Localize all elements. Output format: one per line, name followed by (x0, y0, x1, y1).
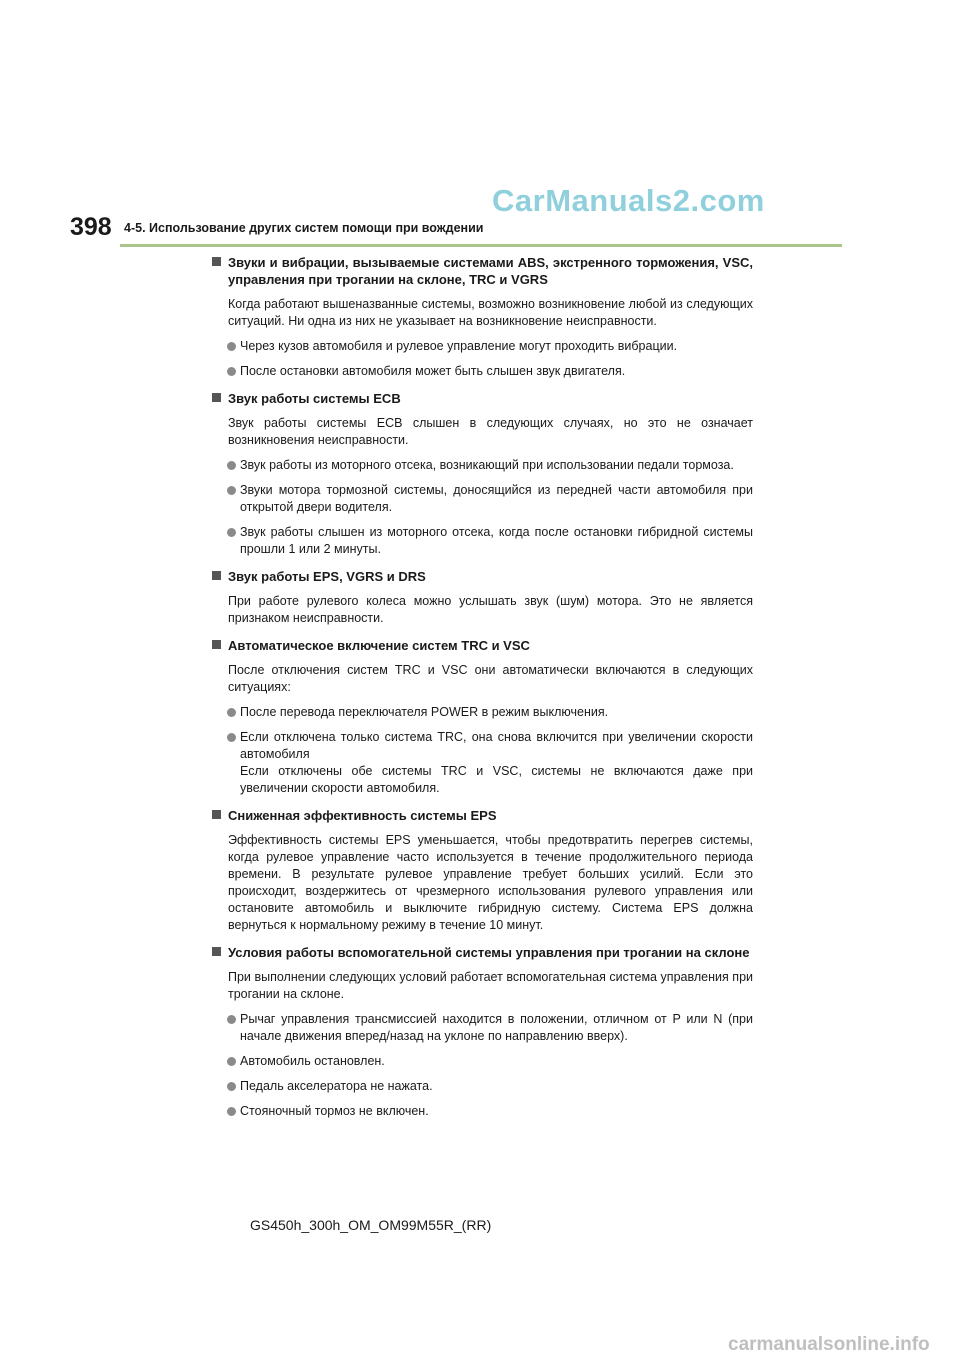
bullet-text: Звуки мотора тормозной системы, доносящийся из передней части автомобиля при открытой двери водителя. (240, 483, 753, 514)
bullet-item (212, 1053, 753, 1070)
page-content (212, 254, 753, 1130)
square-bullet-icon (212, 947, 221, 956)
bullet-item (212, 729, 753, 797)
bullet-text: Педаль акселератора не нажата. (240, 1079, 433, 1093)
section-heading-text: Звук работы EPS, VGRS и DRS (228, 569, 426, 584)
circle-bullet-icon (227, 486, 236, 495)
bullet-text: Если отключена только система TRC, она снова включится при увеличении скорости автомобиля Если отключены обе системы TRC и VSC, системы не включаются даже при увеличении скорости автомобиля. (240, 730, 753, 795)
section-paragraph: Эффективность системы EPS уменьшается, чтобы предотвратить перегрев системы, когда рулевое управление часто используется в течение продолжительного периода времени. В результате рулевое управление требует больших усилий. Если это происходит, воздержитесь от чрезмерного использования рулевого управления или остановите автомобиль и выключите гибридную систему. Система EPS должна вернуться к нормальному режиму в течение 10 минут. (228, 833, 753, 932)
section-heading-text: Условия работы вспомогательной системы управления при трогании на склоне (228, 945, 750, 960)
bullet-item (212, 457, 753, 474)
section-heading-text: Автоматическое включение систем TRC и VSC (228, 638, 530, 653)
bullet-item (212, 338, 753, 355)
bullet-text: После перевода переключателя POWER в режим выключения. (240, 705, 609, 719)
circle-bullet-icon (227, 708, 236, 717)
bullet-item (212, 524, 753, 558)
bullet-text: Через кузов автомобиля и рулевое управление могут проходить вибрации. (240, 339, 678, 353)
section-block (212, 254, 753, 380)
circle-bullet-icon (227, 342, 236, 351)
section-title: 4-5. Использование других систем помощи при вождении (124, 221, 484, 235)
footer-model-code: GS450h_300h_OM_OM99M55R_(RR) (250, 1217, 492, 1233)
watermark-bottom: carmanualsonline.info (728, 1334, 930, 1355)
bullet-text: Звук работы слышен из моторного отсека, когда после остановки гибридной системы прошли 1 или 2 минуты. (240, 525, 753, 556)
section-paragraph: Звук работы системы ECB слышен в следующих случаях, но это не означает возникновения неисправности. (228, 416, 753, 447)
section-heading-text: Сниженная эффективность системы EPS (228, 808, 497, 823)
bullet-item (212, 482, 753, 516)
section-block (212, 944, 753, 1120)
section-heading (212, 807, 753, 824)
bullet-item (212, 363, 753, 380)
square-bullet-icon (212, 640, 221, 649)
section-paragraph: При выполнении следующих условий работает вспомогательная система управления при трогании на склоне. (228, 970, 753, 1001)
section-paragraph: Когда работают вышеназванные системы, возможно возникновение любой из следующих ситуаций. Ни одна из них не указывает на возникновение неисправности. (228, 297, 753, 328)
section-heading-text: Звук работы системы ECB (228, 391, 401, 406)
section-paragraph: После отключения систем TRC и VSC они автоматически включаются в следующих ситуациях: (228, 663, 753, 694)
bullet-text: После остановки автомобиля может быть слышен звук двигателя. (240, 364, 626, 378)
circle-bullet-icon (227, 1057, 236, 1066)
section-block (212, 807, 753, 934)
section-block (212, 637, 753, 797)
section-block (212, 390, 753, 558)
header-rule (120, 244, 842, 247)
bullet-text: Автомобиль остановлен. (240, 1054, 385, 1068)
bullet-text: Стояночный тормоз не включен. (240, 1104, 429, 1118)
page-number: 398 (70, 213, 112, 241)
circle-bullet-icon (227, 367, 236, 376)
section-heading (212, 637, 753, 654)
square-bullet-icon (212, 810, 221, 819)
bullet-text: Рычаг управления трансмиссией находится в положении, отличном от P или N (при начале движения вперед/назад на уклоне по направлению вверх). (240, 1012, 753, 1043)
circle-bullet-icon (227, 1082, 236, 1091)
section-heading (212, 944, 753, 961)
watermark-top: CarManuals2.com (492, 183, 765, 218)
section-paragraph: При работе рулевого колеса можно услышать звук (шум) мотора. Это не является признаком неисправности. (228, 594, 753, 625)
section-heading-text: Звуки и вибрации, вызываемые системами ABS, экстренного торможения, VSC, управления при трогании на склоне, TRC и VGRS (228, 255, 753, 287)
square-bullet-icon (212, 257, 221, 266)
bullet-item (212, 1078, 753, 1095)
bullet-item (212, 1103, 753, 1120)
square-bullet-icon (212, 393, 221, 402)
section-block (212, 568, 753, 627)
circle-bullet-icon (227, 733, 236, 742)
circle-bullet-icon (227, 528, 236, 537)
bullet-item (212, 1011, 753, 1045)
circle-bullet-icon (227, 1015, 236, 1024)
section-heading (212, 390, 753, 407)
circle-bullet-icon (227, 1107, 236, 1116)
bullet-text: Звук работы из моторного отсека, возникающий при использовании педали тормоза. (240, 458, 734, 472)
section-heading (212, 568, 753, 585)
circle-bullet-icon (227, 461, 236, 470)
bullet-item (212, 704, 753, 721)
square-bullet-icon (212, 571, 221, 580)
section-heading (212, 254, 753, 288)
